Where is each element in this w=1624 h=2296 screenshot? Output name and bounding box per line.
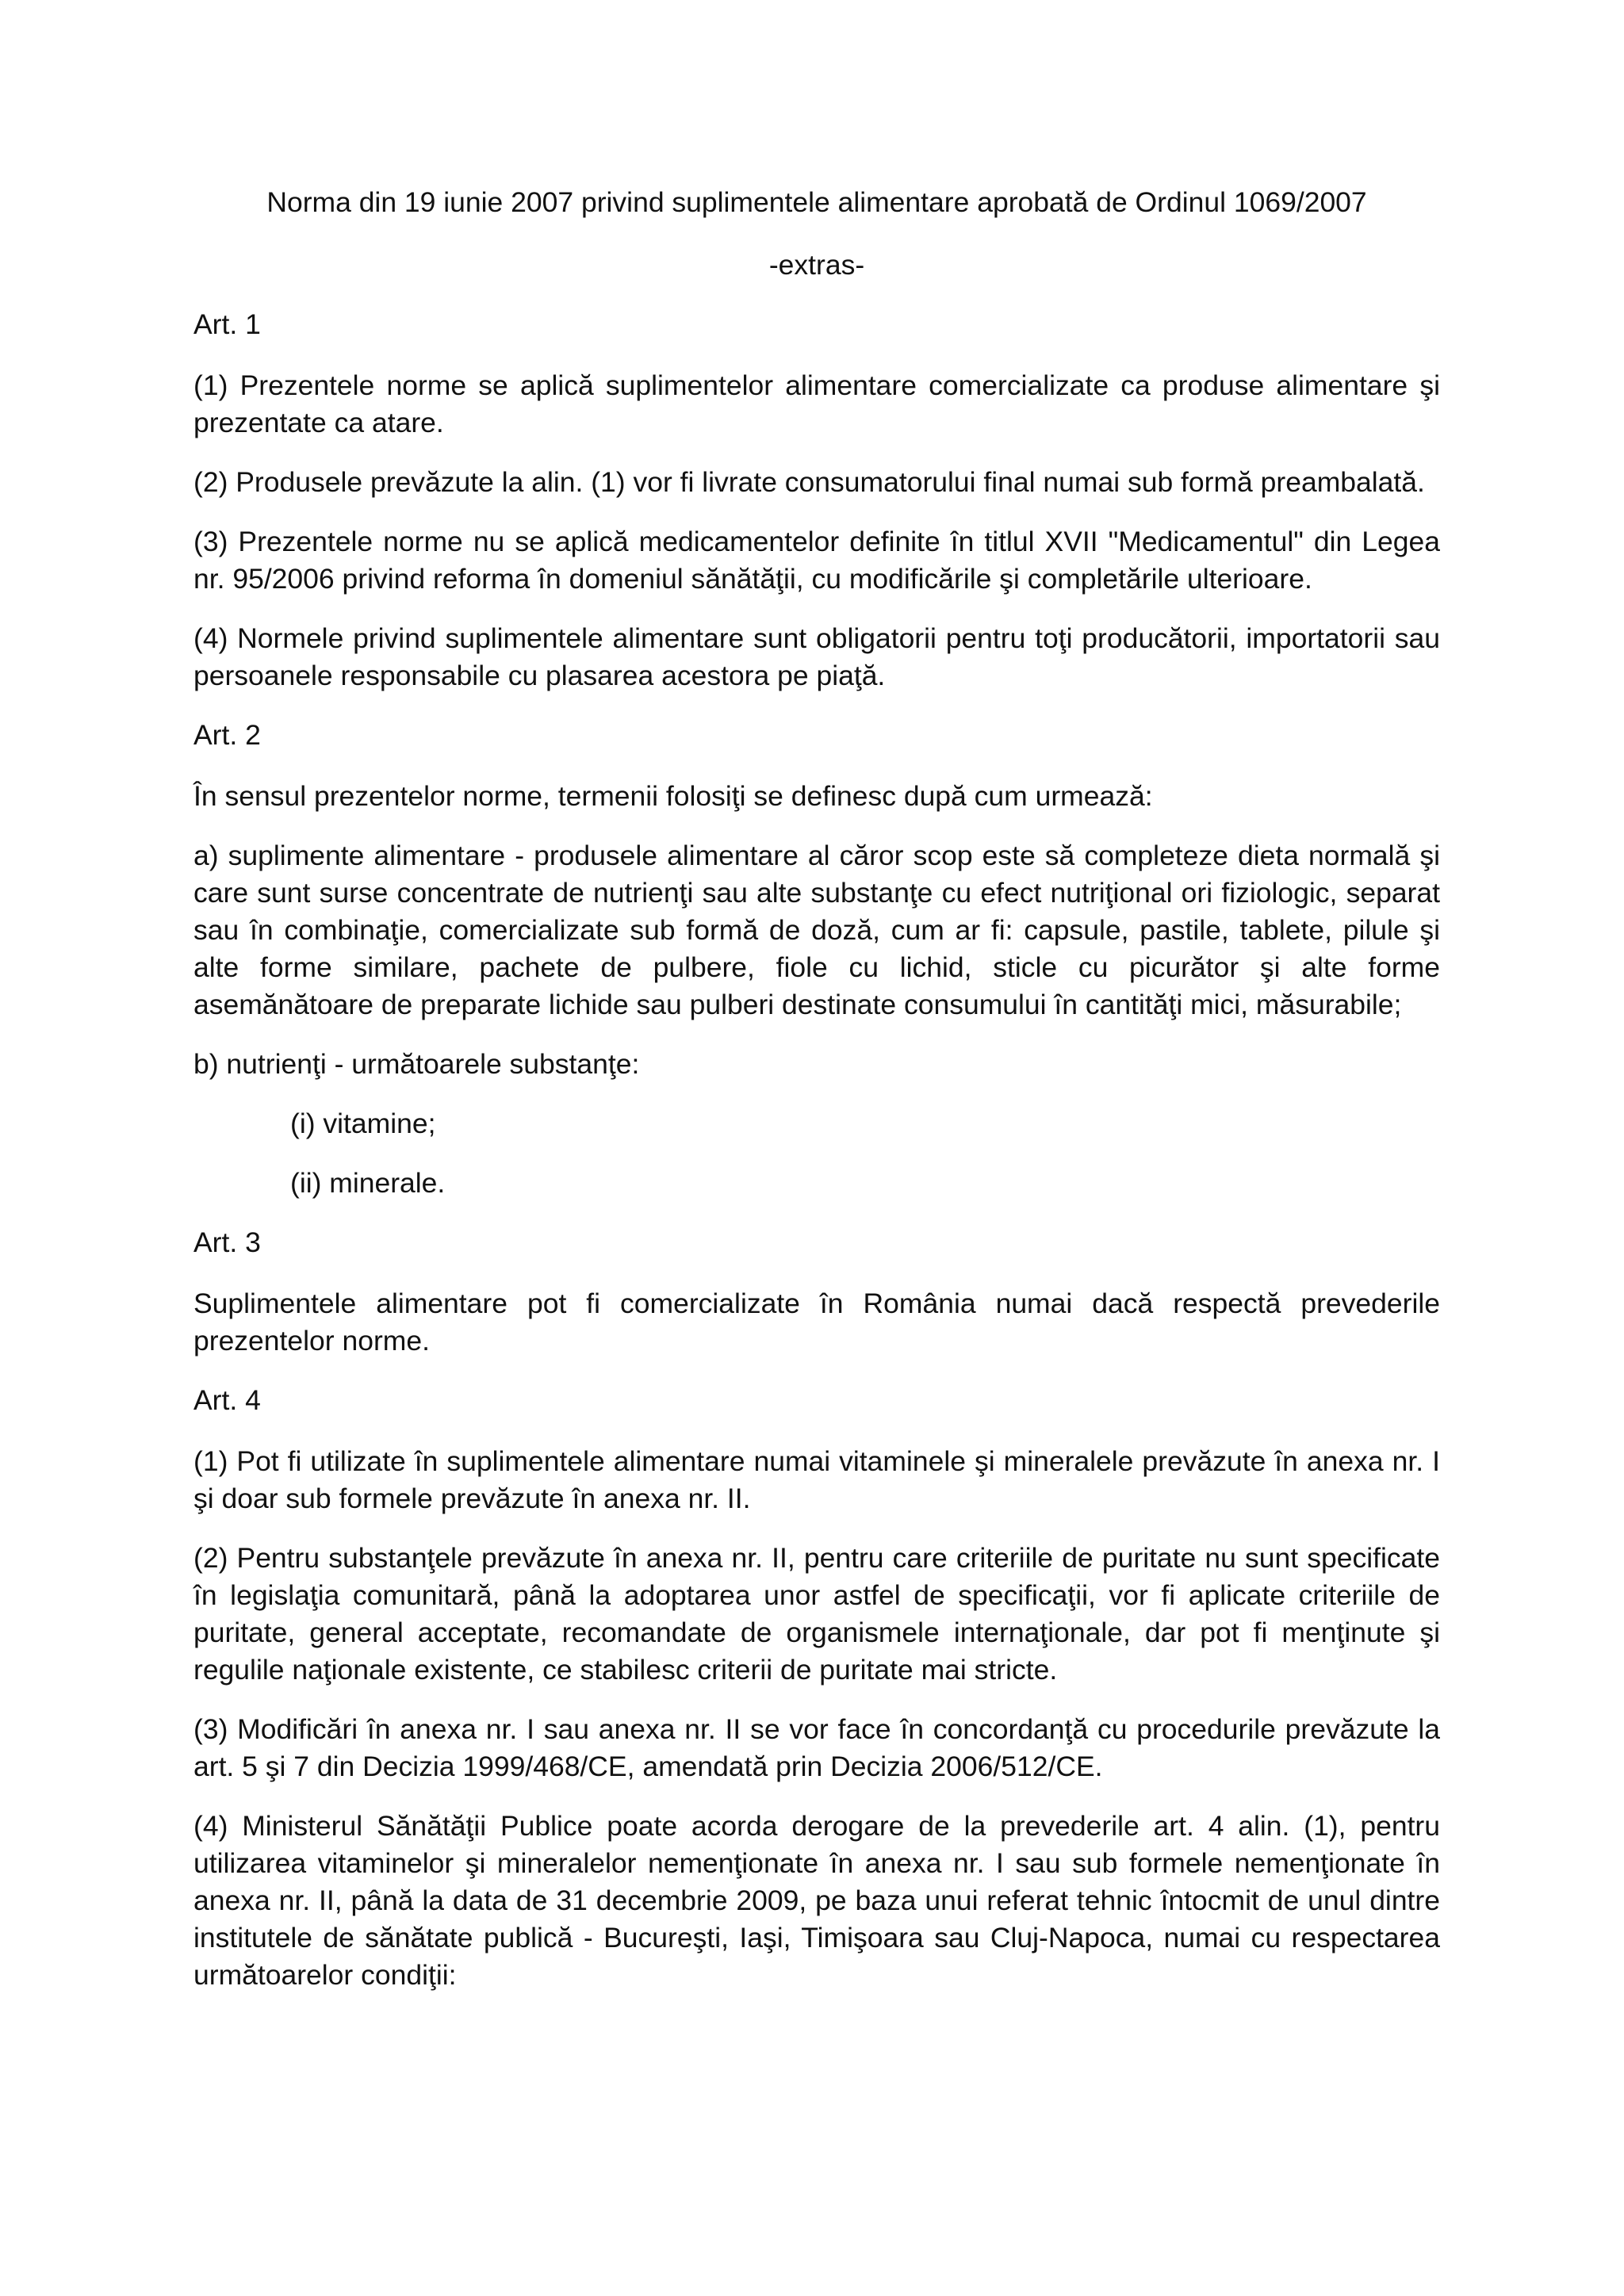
article-2-heading: Art. 2 — [193, 719, 261, 751]
article-2-item-ii: (ii) minerale. — [290, 1167, 446, 1199]
article-2-intro: În sensul prezentelor norme, termenii folosiţi se definesc după cum urmează: — [193, 780, 1153, 812]
document-subtitle: -extras- — [768, 249, 865, 281]
article-4-paragraph-2: (2) Pentru substanţele prevăzute în anexa nr. II, pentru care criteriile de puritate nu sunt specificate în legislaţia comunitară, până la adoptarea unor astfel de specificaţii, vor fi aplicate criteriile de puritate, general acceptate, recomandate de organismele internaţionale, dar pot fi menţinute şi regulile naţionale existente, ce stabilesc criterii de puritate mai stricte. — [193, 1542, 1440, 1686]
article-1-paragraph-1: (1) Prezentele norme se aplică suplimentelor alimentare comercializate ca produse alimentare şi prezentate ca atare. — [193, 369, 1440, 438]
article-4-heading: Art. 4 — [193, 1384, 261, 1416]
article-2-definition-b: b) nutrienţi - următoarele substanţe: — [193, 1048, 640, 1080]
article-1-paragraph-3: (3) Prezentele norme nu se aplică medicamentelor definite în titlul XVII "Medicamentul" din Legea nr. 95/2006 privind reforma în domeniul sănătăţii, cu modificările şi completările ulterioare. — [193, 526, 1440, 595]
article-2-item-i: (i) vitamine; — [290, 1108, 436, 1139]
article-4-paragraph-3: (3) Modificări în anexa nr. I sau anexa nr. II se vor face în concordanţă cu procedurile prevăzute la art. 5 şi 7 din Decizia 1999/468/CE, amendată prin Decizia 2006/512/CE. — [193, 1713, 1440, 1782]
article-4-paragraph-4: (4) Ministerul Sănătăţii Publice poate acorda derogare de la prevederile art. 4 alin. (1), pentru utilizarea vitaminelor şi mineralelor nemenţionate în anexa nr. I sau sub formele nemenţionate în anexa nr. II, până la data de 31 decembrie 2009, pe baza unui referat tehnic întocmit de unul dintre institutele de sănătate publică - Bucureşti, Iaşi, Timişoara sau Cluj-Napoca, numai cu respectarea următoarelor condiţii: — [193, 1810, 1440, 1991]
article-4-paragraph-1: (1) Pot fi utilizate în suplimentele alimentare numai vitaminele şi mineralele prevăzute în anexa nr. I şi doar sub formele prevăzute în anexa nr. II. — [193, 1445, 1440, 1514]
article-3-heading: Art. 3 — [193, 1226, 261, 1258]
document-title: Norma din 19 iunie 2007 privind suplimentele alimentare aprobată de Ordinul 1069/2007 — [266, 186, 1367, 218]
article-3-paragraph-1: Suplimentele alimentare pot fi comercializate în România numai dacă respectă prevederile prezentelor norme. — [193, 1288, 1440, 1357]
article-2-definition-a: a) suplimente alimentare - produsele alimentare al căror scop este să completeze dieta normală şi care sunt surse concentrate de nutrienţi sau alte substanţe cu efect nutriţional ori fiziologic, separat sau în combinaţie, comercializate sub formă de doză, cum ar fi: capsule, pastile, tablete, pilule şi alte forme similare, pachete de pulbere, fiole cu lichid, sticle cu picurător şi alte forme asemănătoare de preparate lichide sau pulberi destinate consumului în cantităţi mici, măsurabile; — [193, 840, 1440, 1020]
article-1-heading: Art. 1 — [193, 308, 261, 340]
article-1-paragraph-2: (2) Produsele prevăzute la alin. (1) vor fi livrate consumatorului final numai sub formă preambalată. — [193, 466, 1425, 498]
document-body — [193, 184, 1440, 2016]
article-1-paragraph-4: (4) Normele privind suplimentele alimentare sunt obligatorii pentru toţi producătorii, importatorii sau persoanele responsabile cu plasarea acestora pe piaţă. — [193, 622, 1440, 691]
